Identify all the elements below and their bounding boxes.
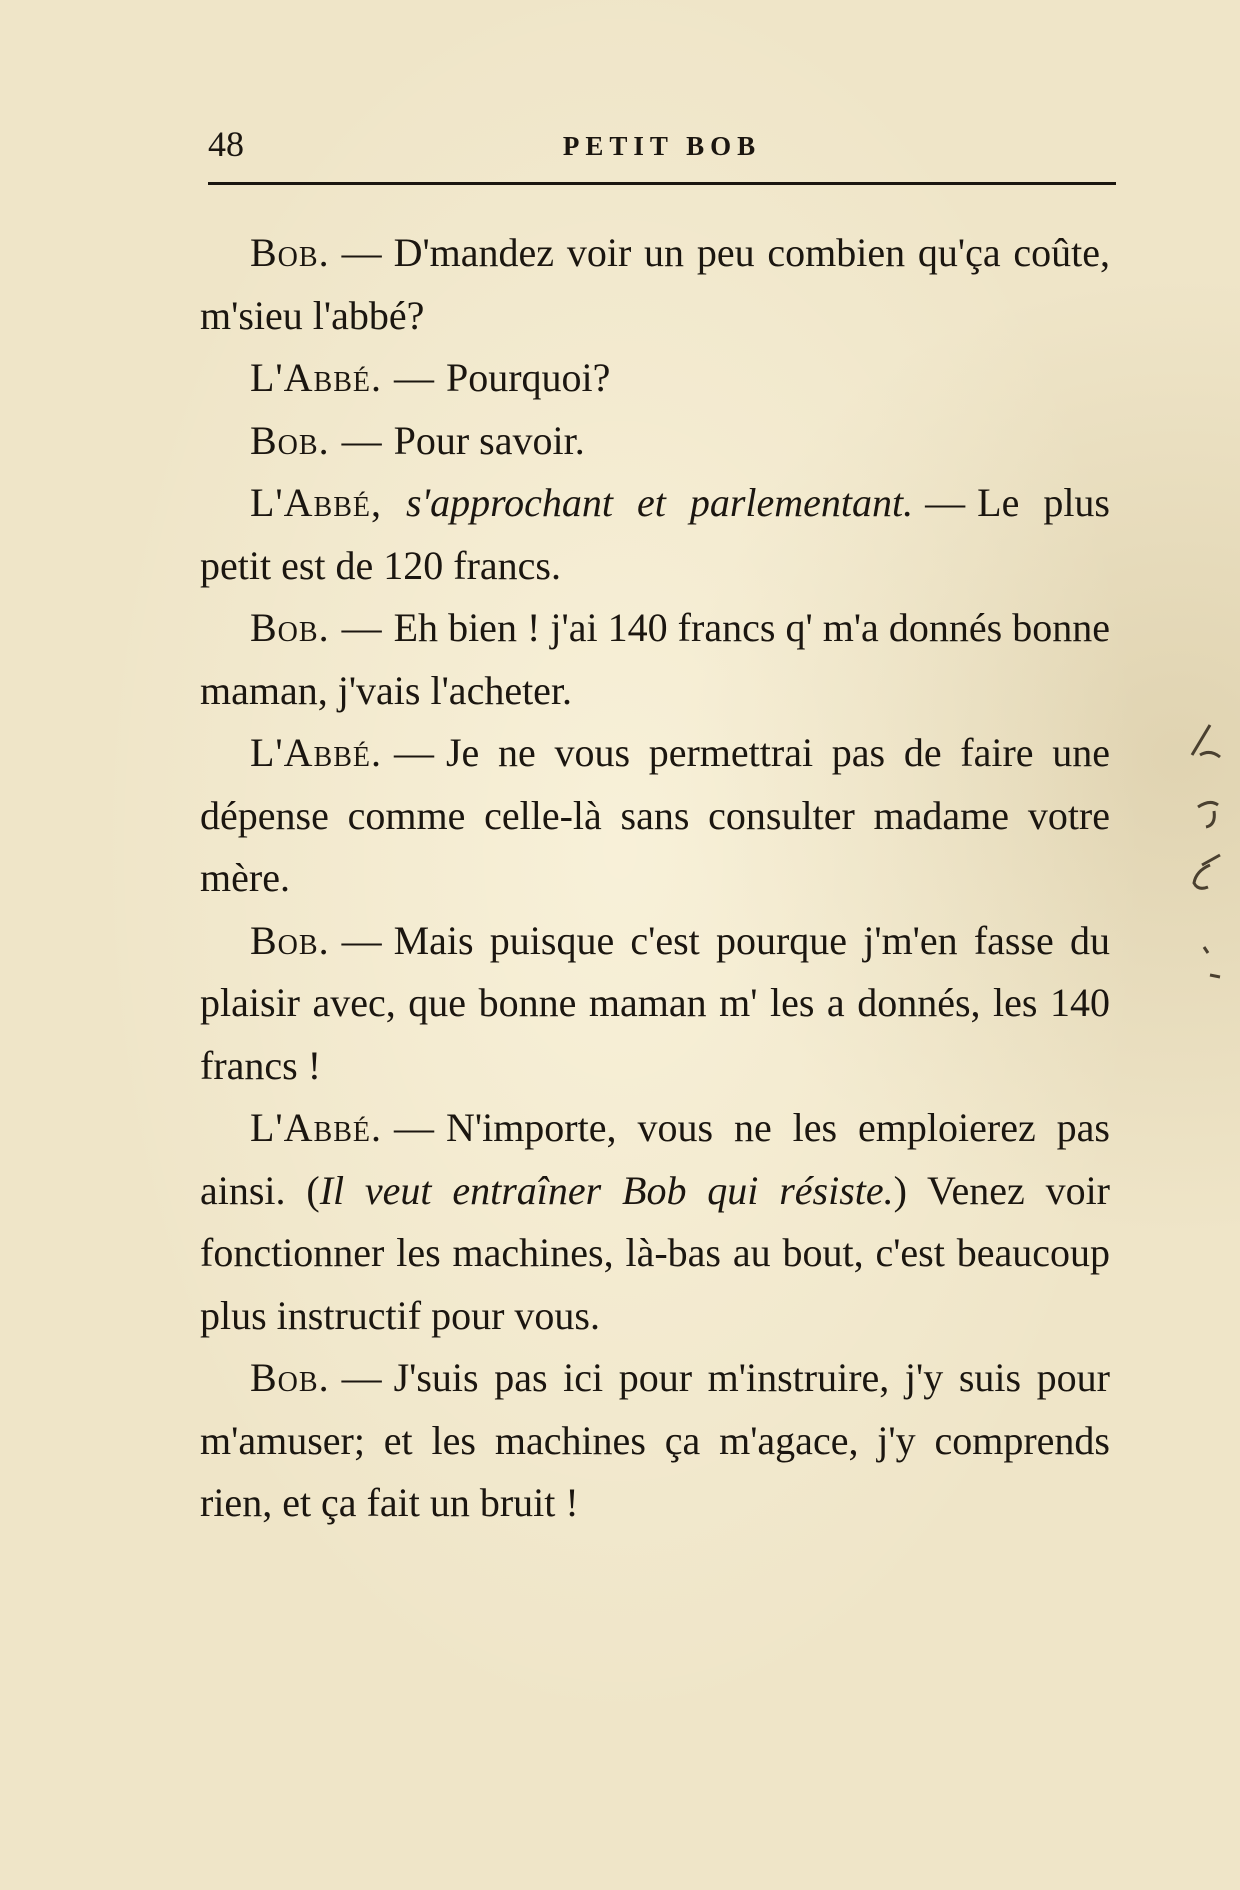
dash: — <box>341 605 382 650</box>
speaker-name: L'Abbé, <box>250 480 382 525</box>
dash: — <box>393 355 434 400</box>
running-title: PETIT BOB <box>562 131 762 161</box>
dash: — <box>341 417 382 463</box>
dash: — <box>341 1355 382 1400</box>
paragraph <box>200 347 1110 410</box>
line-text: J'suis pas ici pour m'instruire, j'y suis pour m'amuser; et les machines ça m'agace, j'y comprends rien, et ça fait un bruit ! <box>200 1355 1110 1525</box>
header-rule <box>208 182 1116 185</box>
stage-close-paren: ) <box>893 1167 907 1213</box>
paragraph <box>200 722 1110 910</box>
paragraph <box>200 472 1110 597</box>
speaker-name: L'Abbé. <box>250 355 382 400</box>
line-text: Pour savoir. <box>393 417 585 463</box>
speaker-name: Bob. <box>250 605 330 650</box>
line-text: Je ne vous permettrai pas de faire une dépense comme celle-là sans consulter madame votre mère. <box>200 730 1110 900</box>
page-header <box>208 122 1116 182</box>
line-text: Eh bien ! j'ai 140 francs q' m'a donnés bonne maman, j'vais l'acheter. <box>200 605 1110 713</box>
paragraph <box>200 1347 1110 1535</box>
stage-open-paren: ( <box>306 1167 320 1213</box>
line-text: Le plus petit est de 120 francs. <box>200 480 1110 588</box>
dash: — <box>393 1105 434 1150</box>
paragraph <box>200 1097 1110 1347</box>
paragraph <box>200 597 1110 722</box>
page-number: 48 <box>208 124 244 164</box>
paragraph <box>200 410 1110 473</box>
stage-direction: Il veut entraîner Bob qui résiste. <box>319 1167 894 1213</box>
pencil-marginalia <box>1180 715 1230 1025</box>
line-text: N'importe, vous ne les emploierez pas ainsi. <box>200 1105 1110 1213</box>
dash: — <box>341 917 382 963</box>
paragraph <box>200 910 1110 1098</box>
line-text: D'mandez voir un peu combien qu'ça coûte, m'sieu l'abbé? <box>200 230 1110 338</box>
stage-direction: s'approchant et parlementant. <box>405 480 914 525</box>
speaker-name: Bob. <box>250 1355 330 1400</box>
line-text: Pourquoi? <box>445 355 611 400</box>
line-text-continued: Venez voir fonctionner les machines, là-bas au bout, c'est beaucoup plus instructif pour vous. <box>200 1167 1111 1338</box>
paragraph <box>200 222 1110 347</box>
dash: — <box>341 230 382 275</box>
dash: — <box>393 730 434 775</box>
dialogue-text <box>200 222 1110 1535</box>
dash: — <box>925 480 966 525</box>
speaker-name: L'Abbé. <box>250 1105 382 1150</box>
speaker-name: Bob. <box>250 230 330 275</box>
line-text: Mais puisque c'est pourque j'm'en fasse du plaisir avec, que bonne maman m' les a donnés, les 140 francs ! <box>200 917 1110 1088</box>
speaker-name: Bob. <box>250 417 330 463</box>
speaker-name: L'Abbé. <box>250 730 382 775</box>
speaker-name: Bob. <box>250 917 330 963</box>
